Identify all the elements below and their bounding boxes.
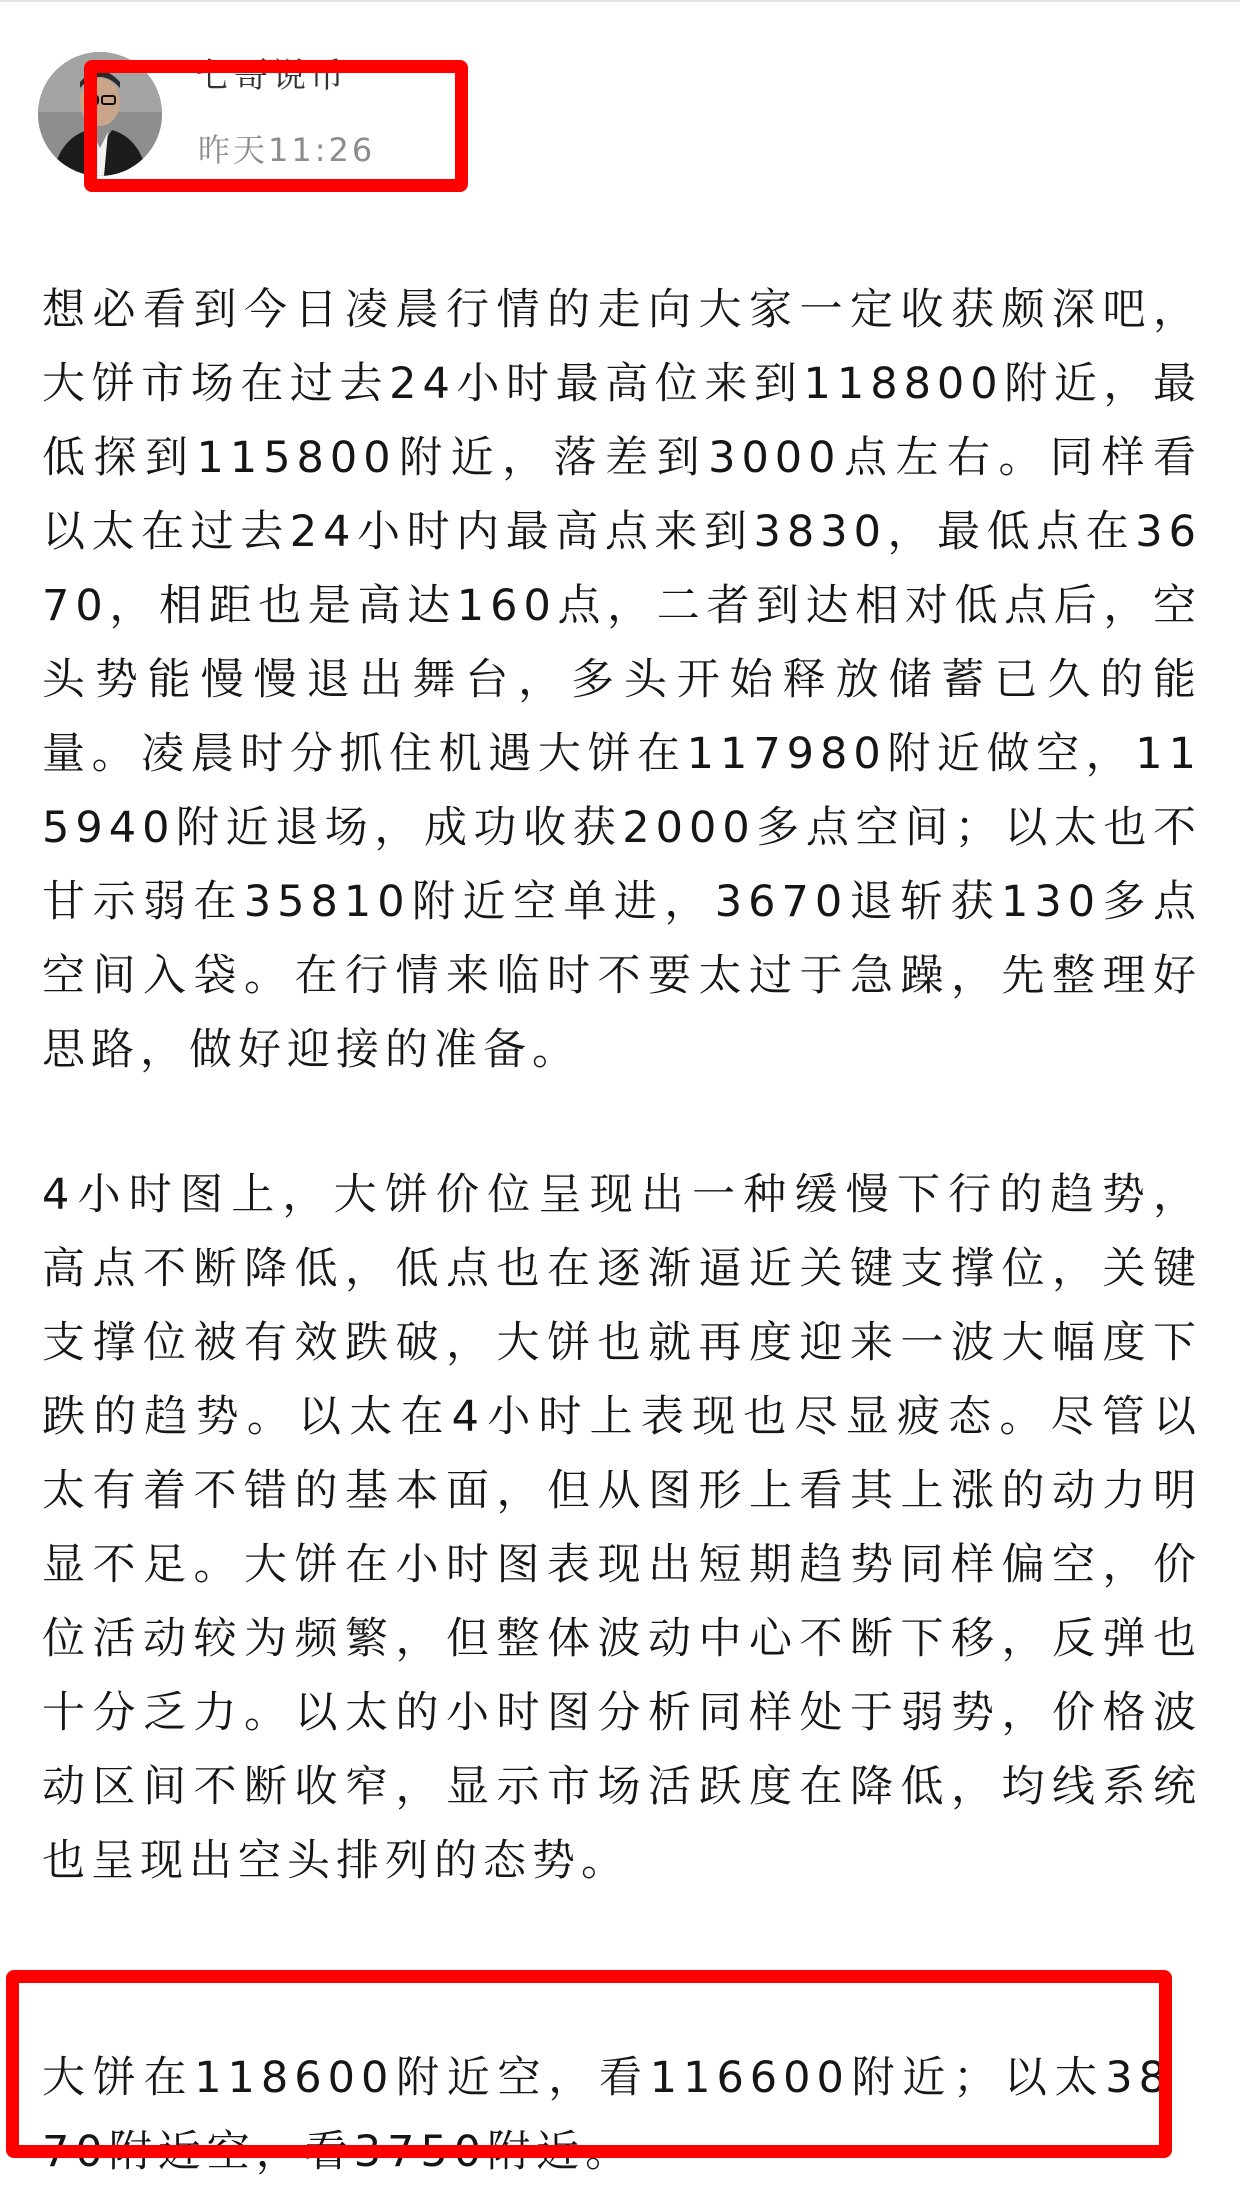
- author-highlight-box: [84, 60, 468, 192]
- author-name[interactable]: 七哥说币: [196, 56, 348, 92]
- post-paragraph-strategy: 大饼在118600附近空，看116600附近；以太3870附近空，看3750附近。: [42, 2053, 1172, 2177]
- top-divider: [0, 0, 1240, 2]
- post-time: 昨天11:26: [198, 131, 376, 169]
- strategy-highlight-box: [6, 1970, 1172, 2158]
- post-paragraph-recap: 想必看到今日凌晨行情的走向大家一定收获颇深吧，大饼市场在过去24小时最高位来到118800附近，最低探到115800附近，落差到3000点左右。同样看以太在过去24小时内最高点来到3830，最低点在3670，相距也是高达160点，二者到达相对低点后，空头势能慢慢退出舞台，多头开始释放储蓄已久的能量。凌晨时分抓住机遇大饼在117980附近做空，115940附近退场，成功收获2000多点空间；以太也不甘示弱在35810附近空单进，3670退斩获130多点空间入袋。在行情来临时不要太过于急躁，先整理好思路，做好迎接的准备。: [42, 285, 1202, 1075]
- post-paragraph-analysis: 4小时图上，大饼价位呈现出一种缓慢下行的趋势，高点不断降低，低点也在逐渐逼近关键支撑位，关键支撑位被有效跌破，大饼也就再度迎来一波大幅度下跌的趋势。以太在4小时上表现也尽显疲态。尽管以太有着不错的基本面，但从图形上看其上涨的动力明显不足。大饼在小时图表现出短期趋势同样偏空，价位活动较为频繁，但整体波动中心不断下移，反弹也十分乏力。以太的小时图分析同样处于弱势，价格波动区间不断收窄，显示市场活跃度在降低，均线系统也呈现出空头排列的态势。: [42, 1170, 1202, 1886]
